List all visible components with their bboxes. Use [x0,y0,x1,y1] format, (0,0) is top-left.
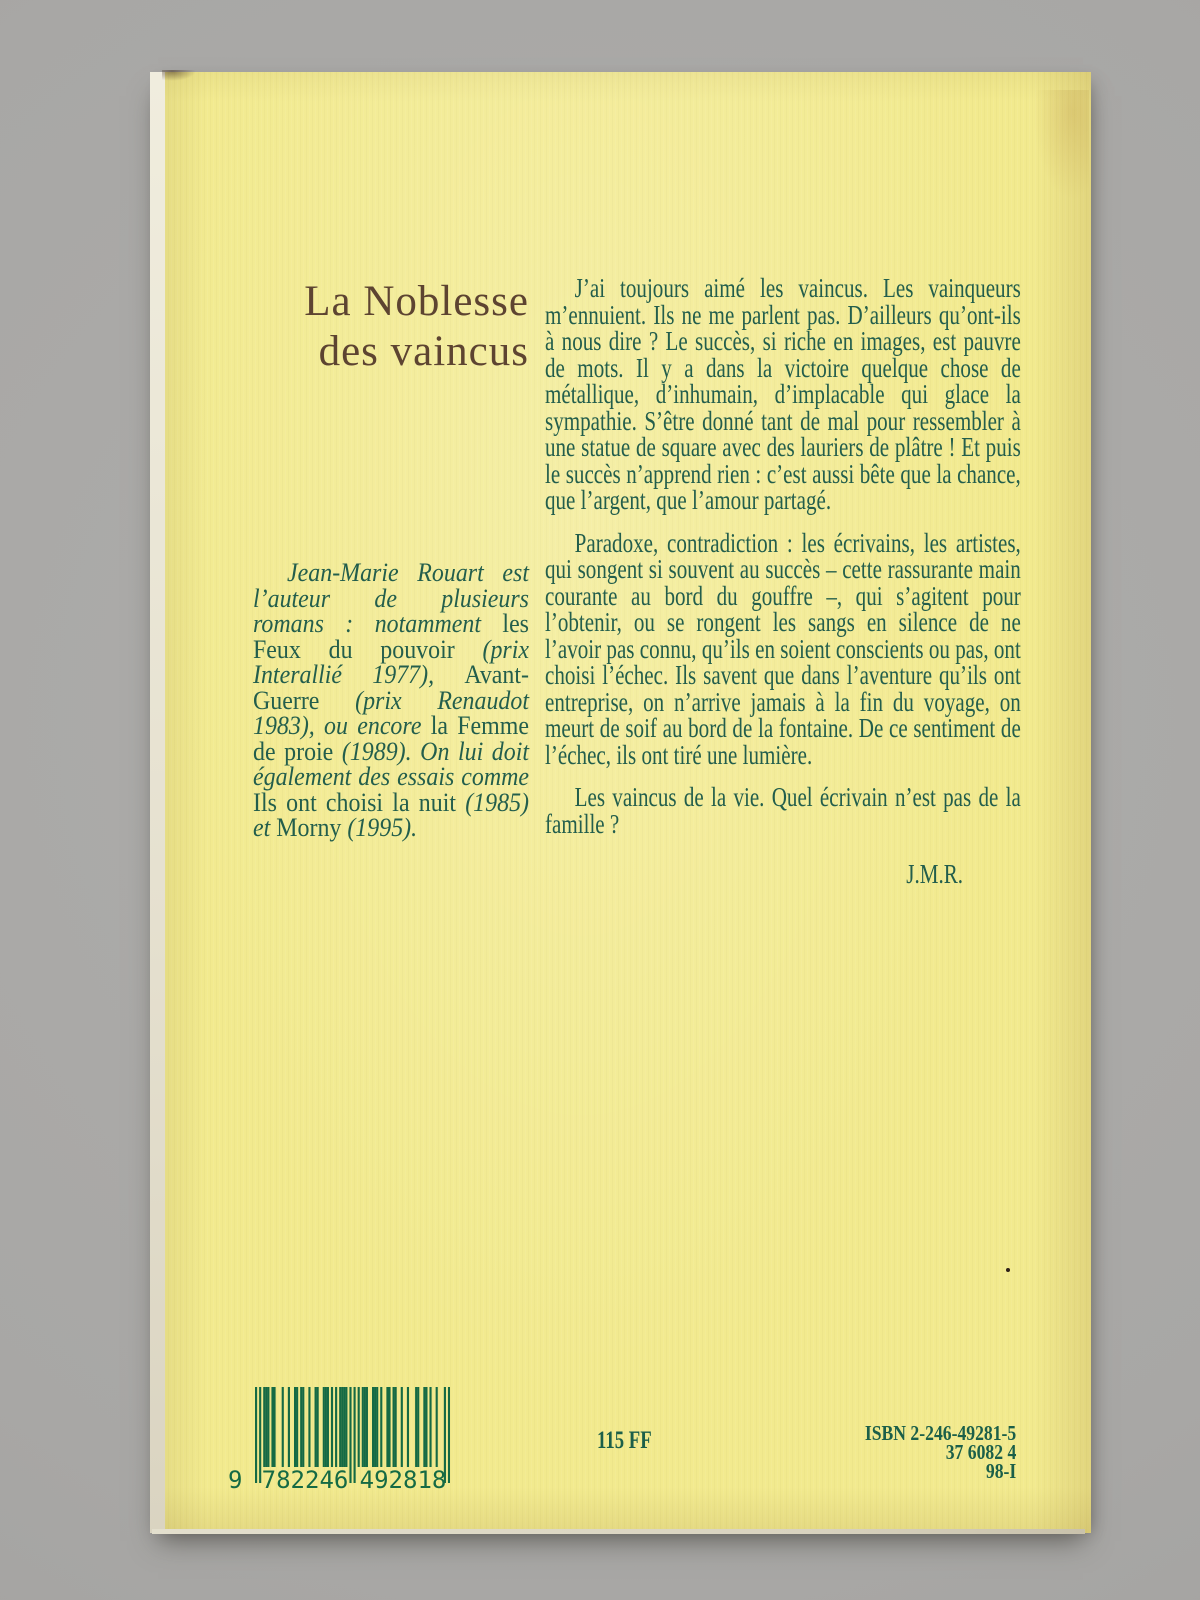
book-pages-edge [150,72,166,1533]
bio-segment: Morny [276,813,348,842]
barcode-digits [228,1466,450,1496]
blurb-paragraph-3: Les vaincus de la vie. Quel écrivain n’est pas de la famille ? [545,782,1021,839]
author-initials: J.M.R. [906,859,964,889]
price-label: 115 FF [597,1427,652,1454]
title-line-1: La Noblesse [304,278,529,325]
bio-segment: Avant-Guerre [253,660,529,715]
bio-segment: (1995). [347,813,418,842]
bio-segment: (1989). On lui doit également des essais comme [253,736,529,791]
bio-segment: Jean-Marie Rouart est l’auteur de plusieurs romans : notamment [253,558,529,638]
ean-barcode [228,1387,450,1507]
bio-segment: la Femme de proie [253,711,529,766]
barcode-digits-group2: 492818 [359,1466,447,1494]
bio-segment: (prix Interallié 1977), [253,634,529,689]
author-bio [253,560,529,841]
bio-segment: (prix Renaudot 1983), ou encore [253,685,529,740]
book-back-cover [150,72,1091,1533]
bio-segment: les Feux du pouvoir [253,609,529,664]
barcode-digit-lead: 9 [228,1466,243,1494]
bio-segment: Ils ont choisi la nuit [253,787,466,817]
bio-segment: (1985) et [253,787,529,842]
book-title [263,277,529,377]
blurb-paragraph-1: J’ai toujours aimé les vaincus. Les vainqueurs m’ennuient. Ils ne me parlent pas. D’ailleurs qu’ont-ils à nous dire ? Le succès, si riche en images, est pauvre de mots. Il y a dans la victoire quelque chose de métallique, d’inhumain, d’implacable qui glace la sympathie. S’être donné tant de mal pour ressembler à une statue de square avec des lauriers de plâtre ! Et puis le succès n’apprend rien : c’est aussi bête que la chance, que l’argent, que l’amour partagé. [545,273,1021,515]
dust-speck [1006,1268,1010,1272]
blurb-paragraph-2: Paradoxe, contradiction : les écrivains, les artistes, qui songent si souvent au succès – cette rassurante main courante au bord du gouffre –, qui s’agitent pour l’obtenir, ou se rongent les sangs en silence de ne l’avoir pas connu, qu’ils en soient conscients ou pas, ont choisi l’échec. Ils savent que dans l’aventure qu’ils ont entreprise, on n’arrive jamais à la fin du voyage, on meurt de soif au bord de la fontaine. De ce sentiment de l’échec, ils ont tiré une lumière. [545,527,1021,770]
blurb-text [545,275,1021,888]
title-line-2: des vaincus [318,328,529,375]
isbn-line: 37 6082 4 [945,1440,1016,1464]
isbn-block [864,1421,1016,1483]
book-bottom-pages-edge [152,1529,1085,1534]
isbn-line: ISBN 2-246-49281-5 [864,1421,1016,1445]
isbn-line: 98-I [985,1459,1016,1483]
barcode-digits-group1: 782246 [261,1466,349,1494]
